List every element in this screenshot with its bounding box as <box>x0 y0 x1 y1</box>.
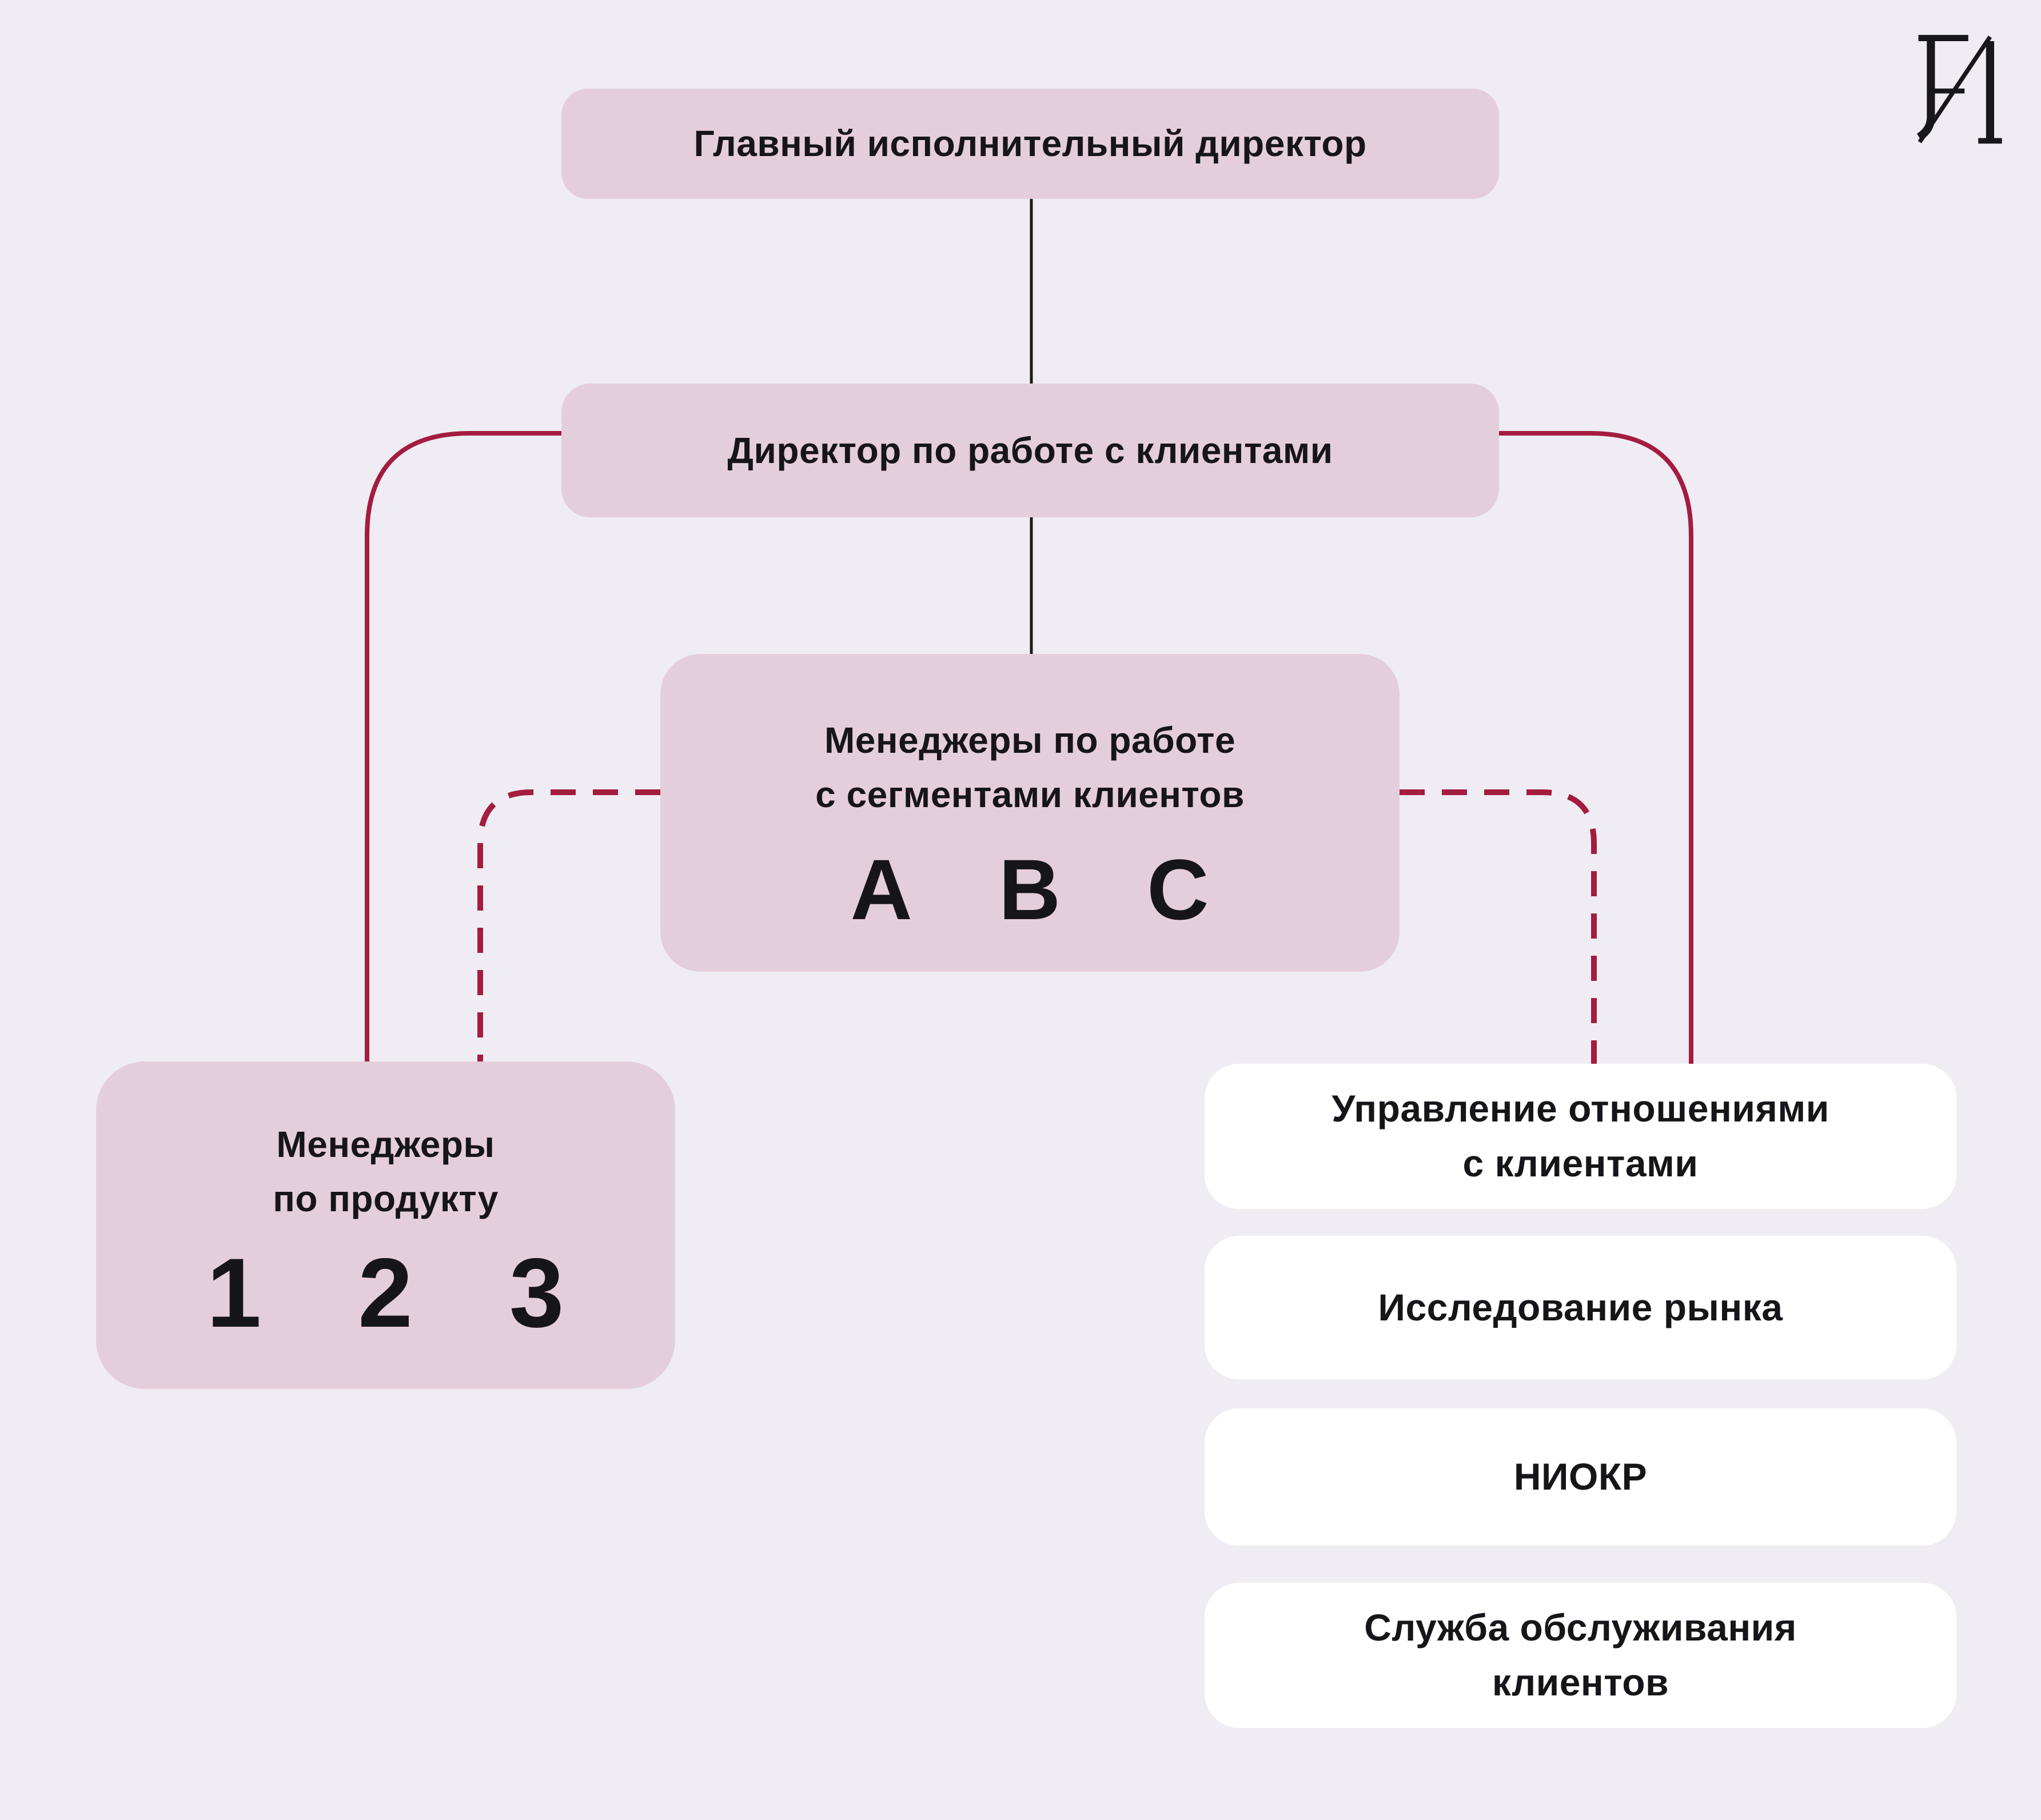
node-director-label: Директор по работе с клиентами <box>727 429 1333 471</box>
dept-label-line2: клиентов <box>1492 1661 1669 1703</box>
node-product-managers-label-line2: по продукту <box>273 1178 499 1219</box>
node-dept-customer-service <box>1205 1583 1956 1728</box>
node-segment-managers-label-line2: с сегментами клиентов <box>815 774 1245 815</box>
product-numbers-row <box>206 1237 564 1350</box>
dept-label-line2: с клиентами <box>1462 1142 1699 1184</box>
connector-segments-products-dashed <box>480 792 660 1061</box>
connector-segments-departments-dashed <box>1400 792 1594 1064</box>
node-ceo-label: Главный исполнительный директор <box>693 123 1367 165</box>
dept-label-line1: НИОКР <box>1513 1455 1648 1498</box>
segment-letters-row <box>851 838 1210 941</box>
node-product-managers-label-line1: Менеджеры <box>276 1123 495 1165</box>
node-segment-managers <box>660 654 1400 972</box>
node-ceo <box>561 89 1499 199</box>
brand-monogram-logo-icon <box>1893 26 2018 153</box>
node-dept-market-research <box>1205 1236 1956 1379</box>
node-dept-rnd <box>1205 1408 1956 1546</box>
node-segment-managers-label-line1: Менеджеры по работе <box>824 720 1236 761</box>
dept-label-line1: Исследование рынка <box>1378 1286 1783 1328</box>
dept-label-line1: Служба обслуживания <box>1364 1606 1797 1649</box>
product-number-3: 3 <box>509 1238 565 1348</box>
connector-director-products-solid <box>367 433 561 1061</box>
dept-label-line1: Управление отношениями <box>1332 1087 1829 1130</box>
node-director <box>561 384 1499 517</box>
product-number-1: 1 <box>206 1238 262 1348</box>
segment-letter-a: А <box>850 841 913 937</box>
product-number-2: 2 <box>358 1238 413 1348</box>
segment-letter-c: С <box>1147 841 1210 937</box>
segment-letter-b: В <box>998 841 1062 937</box>
node-dept-customer-relations <box>1205 1064 1956 1209</box>
node-product-managers <box>96 1061 675 1389</box>
